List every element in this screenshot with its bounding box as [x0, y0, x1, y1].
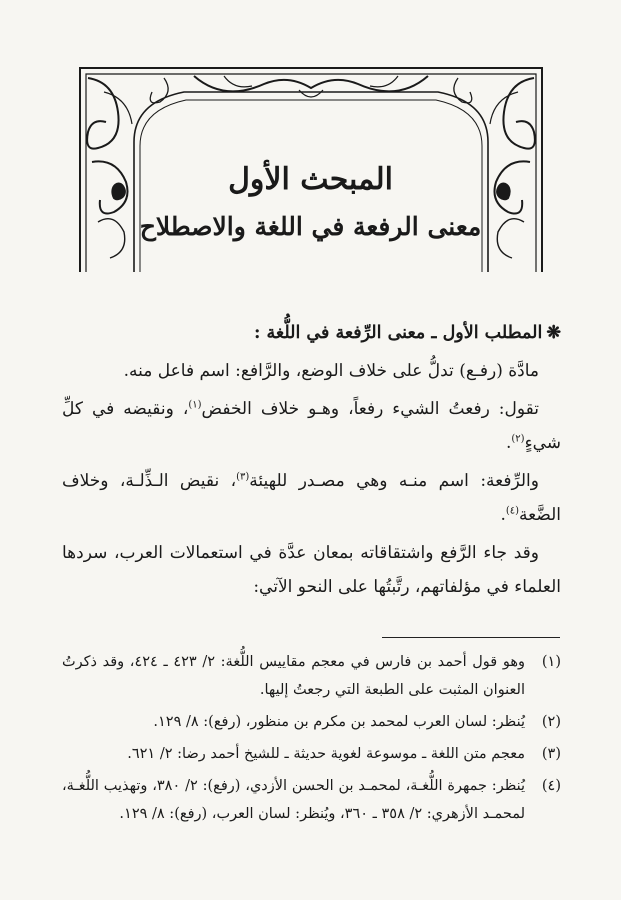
paragraph-4: وقد جاء الرَّفع واشتقاقاته بمعان عدَّة في استعمالات العرب، سردها العلماء في مؤلفاتهم، رتَّبتُها على النحو الآتي: [62, 543, 561, 597]
paragraph-3-part-a: والرِّفعة: اسم منـه وهي مصـدر للهيئة [249, 471, 539, 491]
paragraph-2-part-c: . [505, 433, 512, 453]
footnote-ref-3: (٣) [236, 471, 250, 483]
body-text [62, 316, 561, 608]
paragraph-3-part-b: ، نقيض الـذِّلـة، وخلاف الضَّعة [62, 471, 561, 525]
footnote [62, 708, 561, 736]
footnote-ref-2: (٢) [511, 433, 525, 445]
footnote-number: (٢) [541, 714, 561, 730]
star-icon: ❋ [546, 323, 561, 343]
paragraph-2-part-a: تقول: رفعتُ الشيء رفعاً، وهـو خلاف الخفض [201, 399, 539, 419]
page-title: معنى الرفعة في اللغة والاصطلاح [139, 212, 482, 241]
footnote-number: (٣) [541, 746, 561, 762]
paragraph-2 [62, 392, 561, 460]
paragraph-3-part-c: . [500, 505, 506, 525]
footnote-ref-1: (١) [188, 399, 202, 411]
subhead [62, 316, 561, 350]
footnote-ref-4: (٤) [505, 505, 520, 517]
footnote-text: وهو قول أحمد بن فارس في معجم مقاييس اللُّغة: ٢/ ٤٢٣ ـ ٤٢٤، وقد ذكرتُ العنوان المثبت على الطبعة التي رجعتُ إليها. [62, 654, 525, 698]
section-label: المبحث الأول [228, 162, 393, 197]
footnote-number: (١) [541, 654, 561, 670]
footnote [62, 740, 561, 768]
paragraph-2-part-b: ، ونقيضه في كلِّ شيءٍ [62, 399, 561, 453]
footnote-text: يُنظر: لسان العرب لمحمد بن مكرم بن منظور، (رفع): ٨/ ١٢٩. [153, 714, 525, 730]
footnotes [62, 648, 561, 832]
paragraph-3 [62, 464, 561, 532]
subhead-text: المطلب الأول ـ معنى الرِّفعة في اللُّغة : [253, 323, 543, 343]
footnote [62, 648, 561, 704]
footnote-text: يُنظر: جمهرة اللُّغـة، لمحمـد بن الحسن الأزدي، (رفع): ٢/ ٣٨٠، وتهذيب اللُّغـة، لمحمـد الأزهري: ٢/ ٣٥٨ ـ ٣٦٠، ويُنظر: لسان العرب، (رفع): ٨/ ١٢٩. [62, 778, 525, 822]
footnote-number: (٤) [541, 778, 561, 794]
footnote-divider [382, 637, 560, 638]
paragraph-1: مادَّة (رفـع) تدلُّ على خلاف الوضع، والرَّافع: اسم فاعل منه. [123, 361, 539, 381]
footnote [62, 772, 561, 828]
footnote-text: معجم متن اللغة ـ موسوعة لغوية حديثة ـ للشيخ أحمد رضا: ٢/ ٦٢١. [127, 746, 525, 762]
